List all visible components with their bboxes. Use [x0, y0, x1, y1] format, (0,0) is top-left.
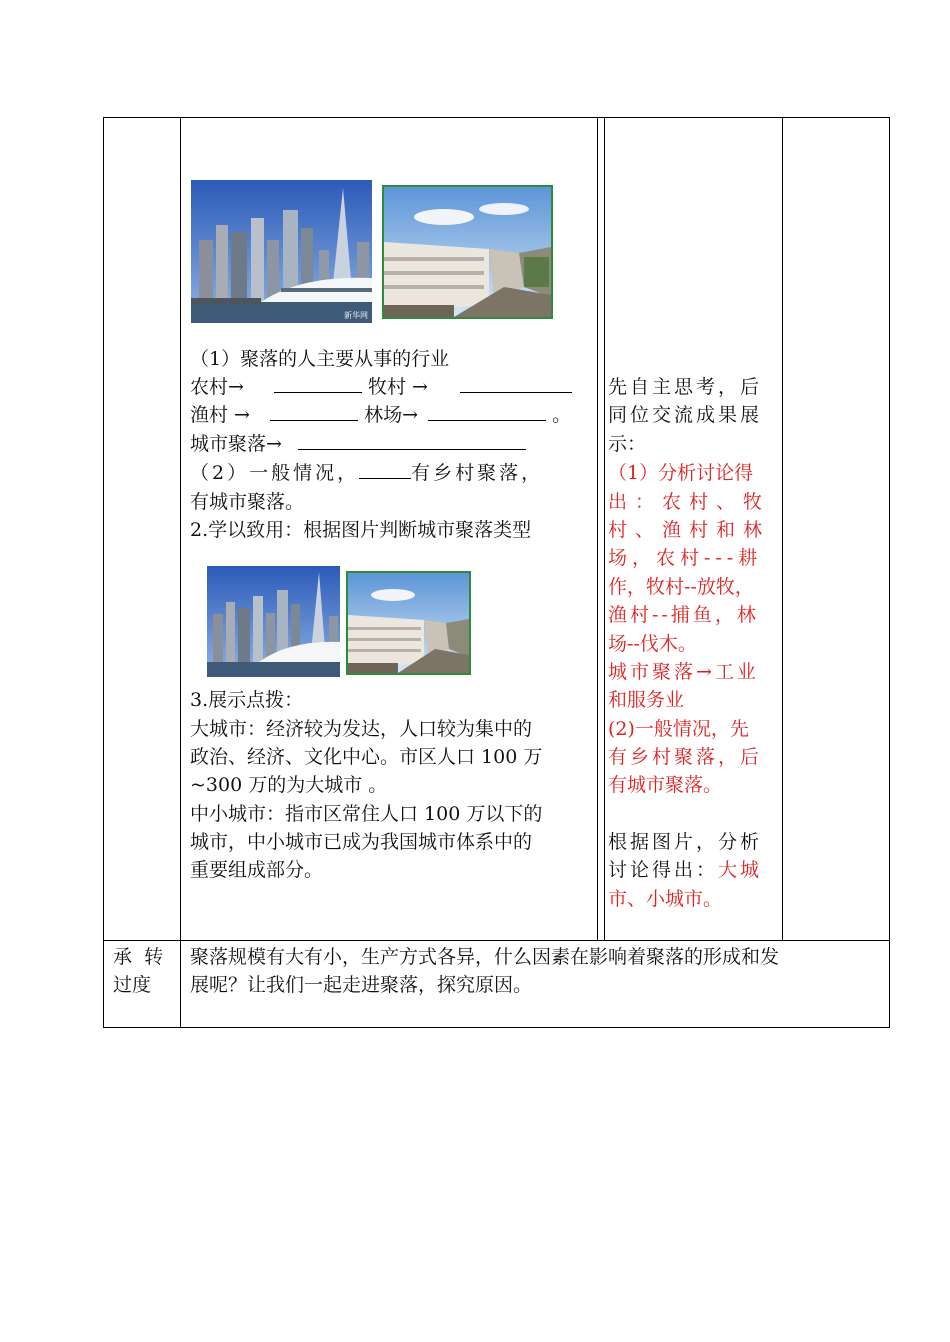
farm-village-blank[interactable] [274, 374, 362, 393]
q2-blank[interactable] [359, 460, 411, 479]
small-city-line-1: 中小城市：指市区常住人口 100 万以下的 [190, 803, 543, 825]
table-left-border [103, 117, 104, 1028]
forest-blank[interactable] [428, 402, 546, 421]
intro-line-1: 先自主思考，后 [608, 376, 763, 398]
transition-label-2: 过度 [113, 974, 152, 996]
intro-line-2: 同位交流成果展 [608, 404, 763, 426]
transition-text-2: 展呢？让我们一起走进聚落，探究原因。 [190, 974, 533, 996]
answer3-line-3: 市、小城市。 [608, 888, 723, 910]
table-col-divider-2 [597, 117, 598, 941]
answer2-line-2: 有乡村聚落，后 [608, 746, 763, 768]
table-col-divider-2b [604, 117, 605, 941]
city-settlement-label: 城市聚落→ [190, 433, 282, 455]
table-col-divider-1 [180, 117, 181, 1028]
q2-line-1 [190, 459, 543, 488]
answer1-line-7: 场--伐木。 [608, 633, 697, 655]
big-city-line-1: 大城市：经济较为发达，人口较为集中的 [190, 718, 533, 740]
q1-heading: （1）聚落的人主要从事的行业 [190, 348, 450, 370]
intro-line-3: 示： [608, 433, 647, 455]
industry-row-3 [190, 430, 526, 459]
table-right-border [889, 117, 890, 1028]
row2-period: 。 [552, 404, 572, 426]
table-top-border [103, 117, 890, 118]
big-city-photo [191, 180, 372, 323]
answer1-line-5: 作，牧村--放牧， [608, 576, 754, 598]
industry-row-1 [190, 373, 572, 402]
farm-village-label: 农村→ [190, 376, 244, 398]
small-city-line-2: 城市，中小城市已成为我国城市体系中的 [190, 831, 533, 853]
pasture-blank[interactable] [460, 374, 572, 393]
city-settlement-blank[interactable] [298, 431, 526, 450]
small-city-line-3: 重要组成部分。 [190, 859, 324, 881]
table-row-divider [103, 940, 890, 941]
industry-row-2 [190, 401, 571, 430]
task3-heading: 3.展示点拨： [190, 689, 304, 711]
answer1-line-4: 场，农村---耕 [608, 547, 763, 569]
table-col-divider-3 [782, 117, 783, 941]
big-city-photo-2 [207, 566, 340, 677]
answer1-line-6: 渔村--捕鱼，林 [608, 604, 759, 626]
pasture-label: 牧村 → [368, 376, 428, 398]
task2-heading: 2.学以致用：根据图片判断城市聚落类型 [190, 519, 532, 541]
small-city-photo-2 [346, 571, 471, 675]
answer1-line-8: 城市聚落→工业 [608, 661, 759, 683]
answer3-highlight: 大城 [718, 859, 763, 881]
big-city-line-3: ~300 万的为大城市 。 [190, 774, 388, 796]
answer1-line-3: 村、渔村和林 [608, 519, 771, 541]
answer3-line-1: 根据图片，分析 [608, 831, 763, 853]
fishing-label: 渔村 → [190, 404, 250, 426]
q2-line-2: 有城市聚落。 [190, 491, 305, 513]
answer2-line-3: 有城市聚落。 [608, 774, 723, 796]
big-city-line-2: 政治、经济、文化中心。市区人口 100 万 [190, 746, 543, 768]
big-city-watermark: 新华网 [344, 311, 368, 320]
q2-part-a: （2）一般情况， [190, 462, 360, 484]
answer3-line-2 [608, 856, 762, 885]
transition-label-1: 承 转 [113, 946, 164, 968]
table-bottom-border [103, 1027, 890, 1028]
answer3-prefix: 讨论得出： [608, 859, 719, 881]
forest-label: 林场→ [364, 404, 418, 426]
q2-part-b: 有乡村聚落， [411, 462, 544, 484]
answer2-line-1: (2)一般情况，先 [608, 718, 749, 740]
answer1-line-2: 出：农村、牧 [608, 491, 771, 513]
answer1-line-1: （1）分析讨论得 [608, 462, 754, 484]
fishing-blank[interactable] [270, 402, 358, 421]
transition-text-1: 聚落规模有大有小，生产方式各异，什么因素在影响着聚落的形成和发 [190, 946, 780, 968]
answer1-line-9: 和服务业 [608, 689, 685, 711]
small-city-photo [382, 185, 553, 319]
